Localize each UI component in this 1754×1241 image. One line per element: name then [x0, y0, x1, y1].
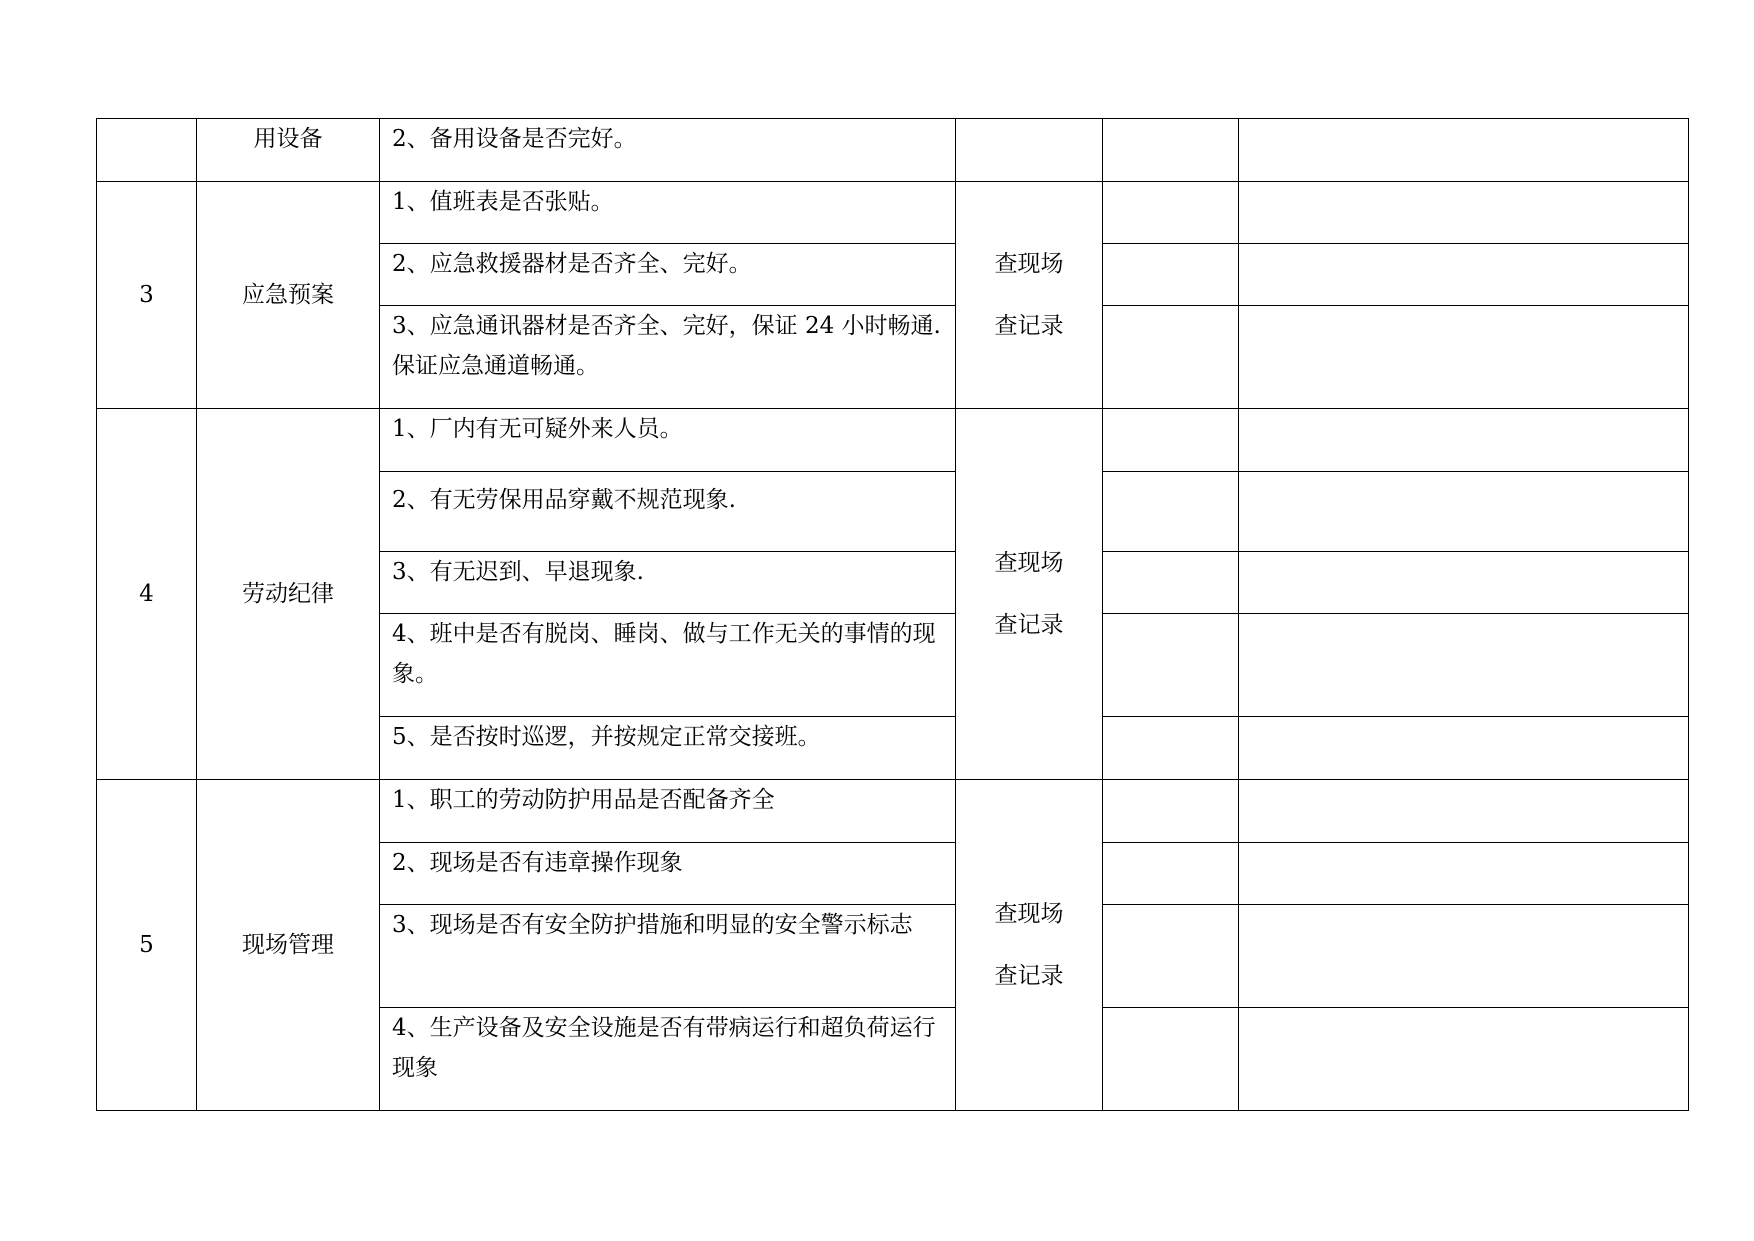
section-item-name: 现场管理 [197, 780, 380, 1111]
result-cell [1103, 552, 1239, 614]
remark-cell [1239, 119, 1689, 182]
check-item: 1、职工的劳动防护用品是否配备齐全 [380, 780, 956, 843]
check-item: 2、有无劳保用品穿戴不规范现象. [380, 472, 956, 552]
result-cell [1103, 905, 1239, 1008]
result-cell [1103, 780, 1239, 843]
table-row [97, 780, 1689, 843]
check-item: 5、是否按时巡逻，并按规定正常交接班。 [380, 717, 956, 780]
check-item: 3、应急通讯器材是否齐全、完好，保证 24 小时畅通.保证应急通道畅通。 [380, 306, 956, 409]
remark-cell [1239, 1008, 1689, 1111]
method-onsite: 查现场 [994, 251, 1064, 277]
section-item-name: 用设备 [197, 119, 380, 182]
remark-cell [1239, 843, 1689, 905]
section-number: 3 [97, 182, 197, 409]
check-method [956, 409, 1103, 780]
result-cell [1103, 472, 1239, 552]
remark-cell [1239, 409, 1689, 472]
table-row [97, 409, 1689, 472]
result-cell [1103, 119, 1239, 182]
method-records: 查记录 [994, 963, 1064, 989]
check-item: 1、值班表是否张贴。 [380, 182, 956, 244]
result-cell [1103, 1008, 1239, 1111]
remark-cell [1239, 905, 1689, 1008]
result-cell [1103, 843, 1239, 905]
result-cell [1103, 244, 1239, 306]
section-item-name: 劳动纪律 [197, 409, 380, 780]
result-cell [1103, 182, 1239, 244]
remark-cell [1239, 552, 1689, 614]
remark-cell [1239, 717, 1689, 780]
check-item: 4、班中是否有脱岗、睡岗、做与工作无关的事情的现象。 [380, 614, 956, 717]
inspection-table [96, 118, 1689, 1111]
remark-cell [1239, 472, 1689, 552]
check-item: 1、厂内有无可疑外来人员。 [380, 409, 956, 472]
section-number [97, 119, 197, 182]
method-records: 查记录 [994, 612, 1064, 638]
result-cell [1103, 409, 1239, 472]
check-item: 4、生产设备及安全设施是否有带病运行和超负荷运行现象 [380, 1008, 956, 1111]
section-item-name: 应急预案 [197, 182, 380, 409]
result-cell [1103, 306, 1239, 409]
table-row [97, 119, 1689, 182]
remark-cell [1239, 780, 1689, 843]
table-row [97, 182, 1689, 244]
check-item: 3、有无迟到、早退现象. [380, 552, 956, 614]
section-number: 4 [97, 409, 197, 780]
method-records: 查记录 [994, 313, 1064, 339]
check-method [956, 780, 1103, 1111]
check-item: 2、现场是否有违章操作现象 [380, 843, 956, 905]
check-method [956, 119, 1103, 182]
check-item: 2、备用设备是否完好。 [380, 119, 956, 182]
remark-cell [1239, 182, 1689, 244]
check-item: 3、现场是否有安全防护措施和明显的安全警示标志 [380, 905, 956, 1008]
result-cell [1103, 717, 1239, 780]
check-item: 2、应急救援器材是否齐全、完好。 [380, 244, 956, 306]
section-number: 5 [97, 780, 197, 1111]
method-onsite: 查现场 [994, 901, 1064, 927]
result-cell [1103, 614, 1239, 717]
remark-cell [1239, 306, 1689, 409]
remark-cell [1239, 614, 1689, 717]
check-method [956, 182, 1103, 409]
remark-cell [1239, 244, 1689, 306]
method-onsite: 查现场 [994, 550, 1064, 576]
